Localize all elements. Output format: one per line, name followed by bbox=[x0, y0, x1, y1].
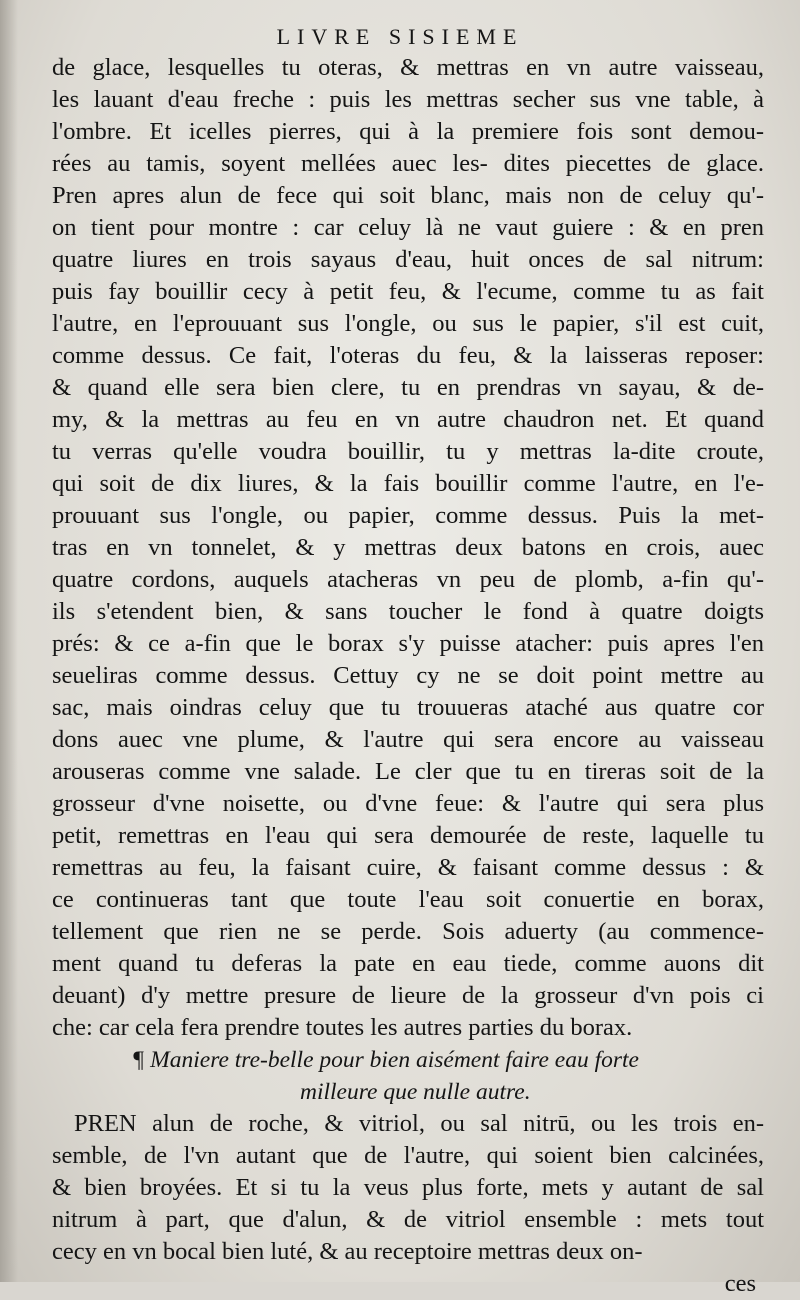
text-line: tu verras qu'elle voudra bouillir, tu y mettras la-dite croute, bbox=[52, 438, 764, 465]
running-head: LIVRE SISIEME bbox=[276, 24, 524, 49]
text-line: les lauant d'eau freche : puis les mettras secher sus vne table, à bbox=[52, 86, 764, 113]
text-line: my, & la mettras au feu en vn autre chaudron net. Et quand bbox=[52, 406, 764, 433]
section-heading-line-2: milleure que nulle autre. bbox=[300, 1079, 531, 1105]
text-line: sac, mais oindras celuy que tu trouueras ataché aus quatre cor bbox=[52, 694, 764, 721]
text-line: l'ombre. Et icelles pierres, qui à la premiere fois sont demou- bbox=[52, 118, 764, 145]
text-line: nitrum à part, que d'alun, & de vitriol ensemble : mets tout bbox=[52, 1206, 764, 1233]
text-line: petit, remettras en l'eau qui sera demourée de reste, laquelle tu bbox=[52, 822, 764, 849]
text-line: remettras au feu, la faisant cuire, & faisant comme dessus : & bbox=[52, 854, 764, 881]
text-line: ment quand tu deferas la pate en eau tiede, comme auons dit bbox=[52, 950, 764, 977]
text-line: comme dessus. Ce fait, l'oteras du feu, & la laisseras reposer: bbox=[52, 342, 764, 369]
page-gutter-shadow bbox=[0, 0, 18, 1282]
text-line: prouuant sus l'ongle, ou papier, comme dessus. Puis la met- bbox=[52, 502, 764, 529]
text-line: rées au tamis, soyent mellées auec les- dites piecettes de glace. bbox=[52, 150, 764, 177]
paragraph-2 bbox=[52, 1108, 764, 1268]
text-line: on tient pour montre : car celuy là ne vaut guiere : & en pren bbox=[52, 214, 764, 241]
text-line: ce continueras tant que toute l'eau soit conuertie en borax, bbox=[52, 886, 764, 913]
text-line: tellement que rien ne se perde. Sois aduerty (au commence- bbox=[52, 918, 764, 945]
text-line: arouseras comme vne salade. Le cler que tu en tireras soit de la bbox=[52, 758, 764, 785]
text-line: & quand elle sera bien clere, tu en prendras vn sayau, & de- bbox=[52, 374, 764, 401]
text-line: de glace, lesquelles tu oteras, & mettras en vn autre vaisseau, bbox=[52, 54, 764, 81]
text-line: tras en vn tonnelet, & y mettras deux batons en crois, auec bbox=[52, 534, 764, 561]
text-line: l'autre, en l'eprouuant sus l'ongle, ou sus le papier, s'il est cuit, bbox=[52, 310, 764, 337]
section-heading-line-1: ¶ Maniere tre-belle pour bien aisément faire eau forte bbox=[132, 1047, 639, 1073]
text-line: PREN alun de roche, & vitriol, ou sal nitrū, ou les trois en- bbox=[74, 1110, 764, 1137]
text-line: seueliras comme dessus. Cettuy cy ne se doit point mettre au bbox=[52, 662, 764, 689]
text-line: Pren apres alun de fece qui soit blanc, mais non de celuy qu'- bbox=[52, 182, 764, 209]
text-line: grosseur d'vne noisette, ou d'vne feue: & l'autre qui sera plus bbox=[52, 790, 764, 817]
text-line: & bien broyées. Et si tu la veus plus forte, mets y autant de sal bbox=[52, 1174, 764, 1201]
catchword: ces bbox=[724, 1270, 756, 1297]
page-body bbox=[52, 52, 764, 1300]
text-line: deuant) d'y mettre presure de lieure de la grosseur d'vn pois ci bbox=[52, 982, 764, 1009]
paragraph-1 bbox=[52, 52, 764, 1044]
text-line: ils s'etendent bien, & sans toucher le fond à quatre doigts bbox=[52, 598, 764, 625]
text-line: che: car cela fera prendre toutes les autres parties du borax. bbox=[52, 1014, 633, 1041]
text-line: quatre cordons, auquels atacheras vn peu de plomb, a-fin qu'- bbox=[52, 566, 764, 593]
text-line: semble, de l'vn autant que de l'autre, qui soient bien calcinées, bbox=[52, 1142, 764, 1169]
text-line: dons auec vne plume, & l'autre qui sera encore au vaisseau bbox=[52, 726, 764, 753]
text-line: quatre liures en trois sayaus d'eau, huit onces de sal nitrum: bbox=[52, 246, 764, 273]
text-line: puis fay bouillir cecy à petit feu, & l'ecume, comme tu as fait bbox=[52, 278, 764, 305]
text-line: qui soit de dix liures, & la fais bouillir comme l'autre, en l'e- bbox=[52, 470, 764, 497]
text-line: cecy en vn bocal bien luté, & au receptoire mettras deux on- bbox=[52, 1238, 643, 1265]
text-line: prés: & ce a-fin que le borax s'y puisse atacher: puis apres l'en bbox=[52, 630, 764, 657]
